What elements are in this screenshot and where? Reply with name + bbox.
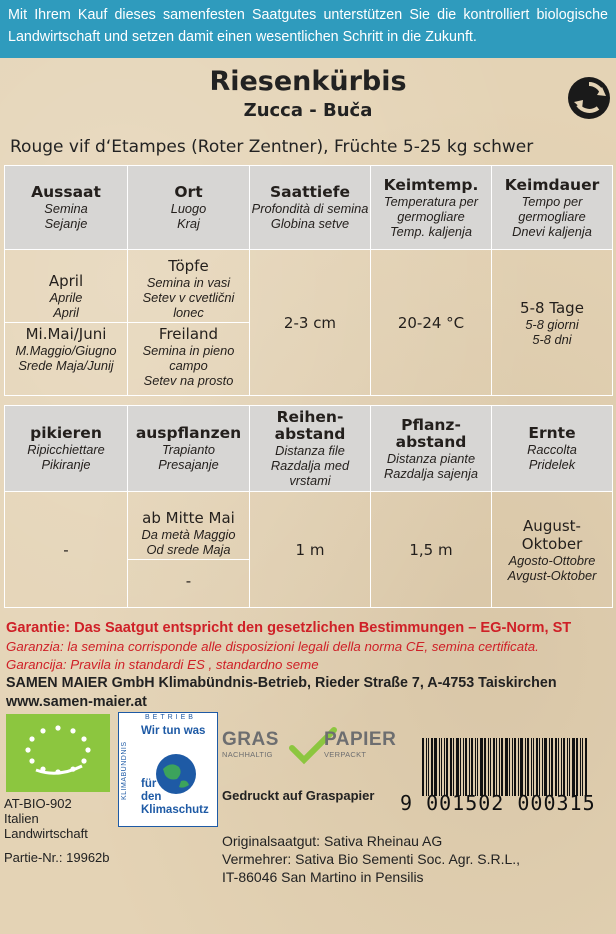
header-keimtemp: Keimtemp. Temperatura per germogliare Temp. kaljenja — [371, 166, 492, 250]
klimabuendnis-logo — [118, 712, 218, 827]
barcode-bar — [563, 738, 565, 796]
certification-block — [4, 796, 88, 841]
barcode-bar — [463, 738, 464, 796]
cell-saattiefe: 2-3 cm — [250, 250, 371, 396]
barcode-bar — [484, 738, 486, 796]
eu-star — [81, 736, 86, 741]
origin-block — [222, 832, 520, 886]
header-ernte: Ernte Raccolta Pridelek — [492, 406, 613, 492]
cell-divider — [128, 559, 249, 560]
planting-table — [4, 405, 613, 608]
barcode-bars — [422, 738, 608, 796]
barcode-bar — [572, 738, 575, 796]
barcode-bar — [539, 738, 540, 796]
header-auspflanzen: auspflanzen Trapianto Presajanje — [128, 406, 250, 492]
barcode-bar — [477, 738, 478, 796]
barcode-bar — [493, 738, 495, 796]
barcode-bar — [469, 738, 470, 796]
barcode-bar — [456, 738, 459, 796]
cell-ernte: August-Oktober Agosto-Ottobre Avgust-Oktober — [492, 492, 613, 608]
cert-type: Landwirtschaft — [4, 826, 88, 841]
lot-number: Partie-Nr.: 19962b — [4, 850, 110, 865]
papier-word: PAPIER — [324, 729, 397, 750]
barcode-bar — [520, 738, 523, 796]
barcode-bar — [558, 738, 559, 796]
printed-on-note: Gedruckt auf Graspapier — [222, 788, 375, 803]
variety-description: Rouge vif d‘Etampes (Roter Zentner), Früchte 5-25 kg schwer — [10, 137, 534, 157]
barcode-bar — [488, 738, 489, 796]
klima-slogan: Wir tun was für den Klimaschutz — [141, 725, 209, 816]
barcode-bar — [441, 738, 442, 796]
product-subtitle: Zucca - Buča — [243, 100, 373, 121]
barcode-bar — [496, 738, 497, 796]
guarantee-block — [6, 618, 612, 674]
barcode-bar — [536, 738, 538, 796]
origin-line-2: Vermehrer: Sativa Bio Sementi Soc. Agr. S.R.L., — [222, 851, 521, 867]
barcode-bar — [555, 738, 557, 796]
barcode-bar — [431, 738, 433, 796]
barcode-bar — [561, 738, 562, 796]
graspapier-logo — [222, 730, 412, 770]
header-pikieren: pikieren Ripicchiettare Pikiranje — [5, 406, 128, 492]
product-title: Riesenkürbis — [209, 66, 407, 97]
cert-country: Italien — [4, 811, 39, 826]
barcode-bar — [582, 738, 583, 796]
cell-keimtemp: 20-24 °C — [371, 250, 492, 396]
title-block — [0, 66, 616, 122]
barcode-bar — [471, 738, 473, 796]
papier-sub: VERPACKT — [324, 750, 367, 759]
barcode-bar — [549, 738, 550, 796]
header-aussaat: Aussaat Semina Sejanje — [5, 166, 128, 250]
eu-organic-logo-icon — [6, 714, 110, 792]
cert-code: AT-BIO-902 — [4, 796, 72, 811]
barcode-bar — [428, 738, 429, 796]
barcode-bar — [450, 738, 452, 796]
eu-star — [81, 758, 86, 763]
guarantee-sl: Garancija: Pravila in standardi ES , standardno seme — [6, 657, 319, 672]
cell-pflanzabstand: 1,5 m — [371, 492, 492, 608]
header-reihenabstand: Reihen-abstand Distanza file Razdalja med vrstami — [250, 406, 371, 492]
barcode-bar — [453, 738, 454, 796]
cell-divider — [5, 322, 127, 323]
eu-star — [85, 747, 90, 752]
barcode-bar — [585, 738, 587, 796]
barcode-bar — [551, 738, 553, 796]
barcode-bar — [475, 738, 476, 796]
eu-star — [70, 728, 75, 733]
barcode-number: 9 001502 000315 — [400, 791, 596, 815]
cell-reihenabstand: 1 m — [250, 492, 371, 608]
eu-star — [29, 736, 34, 741]
barcode-bar — [465, 738, 467, 796]
barcode-bar — [422, 738, 424, 796]
barcode-bar — [514, 738, 516, 796]
cell-keimdauer: 5-8 Tage 5-8 giorni 5-8 dni — [492, 250, 613, 396]
eu-star — [25, 747, 30, 752]
guarantee-it: Garanzia: la semina corrisponde alle disposizioni legali della norma CE, semina certificata. — [6, 639, 539, 654]
barcode-bar — [569, 738, 570, 796]
cell-pikieren: - — [5, 492, 128, 608]
barcode-bar — [505, 738, 508, 796]
barcode-bar — [499, 738, 500, 796]
barcode-bar — [439, 738, 440, 796]
cell-divider — [128, 322, 249, 323]
gras-sub: NACHHALTIG — [222, 750, 273, 759]
barcode-bar — [460, 738, 461, 796]
klima-top-label: BETRIEB — [145, 714, 196, 721]
origin-line-1: Originalsaatgut: Sativa Rheinau AG — [222, 833, 443, 849]
eu-star — [29, 758, 34, 763]
barcode-bar — [576, 738, 578, 796]
barcode-bar — [480, 738, 483, 796]
cell-aussaat: April Aprile April Mi.Mai/Juni M.Maggio/Giugno Srede Maja/Junij — [5, 250, 128, 396]
header-ort: Ort Luogo Kraj — [128, 166, 250, 250]
barcode-bar — [501, 738, 503, 796]
barcode-bar — [518, 738, 519, 796]
barcode-bar — [509, 738, 510, 796]
barcode-bar — [533, 738, 534, 796]
barcode-bar — [434, 738, 437, 796]
barcode-bar — [444, 738, 445, 796]
gras-word: GRAS — [222, 729, 279, 750]
header-keimdauer: Keimdauer Tempo per germogliare Dnevi kaljenja — [492, 166, 613, 250]
company-address: SAMEN MAIER GmbH Klimabündnis-Betrieb, Rieder Straße 7, A-4753 Taiskirchen — [6, 675, 557, 691]
barcode-bar — [580, 738, 581, 796]
header-pflanzabstand: Pflanz-abstand Distanza piante Razdalja sajenja — [371, 406, 492, 492]
barcode-bar — [446, 738, 448, 796]
barcode-bar — [531, 738, 532, 796]
eu-star — [55, 725, 60, 730]
origin-line-3: IT-86046 San Martino in Pensilis — [222, 869, 424, 885]
barcode-bar — [490, 738, 491, 796]
company-block — [6, 674, 616, 712]
company-website[interactable]: www.samen-maier.at — [6, 694, 147, 710]
intro-banner — [0, 0, 616, 58]
cell-auspflanzen: ab Mitte Mai Da metà Maggio Od srede Maja - — [128, 492, 250, 608]
header-saattiefe: Saattiefe Profondità di semina Globina setve — [250, 166, 371, 250]
globe-icon — [153, 751, 199, 797]
barcode-bar — [426, 738, 427, 796]
barcode-bar — [512, 738, 513, 796]
barcode-bar — [544, 738, 547, 796]
barcode-bar — [542, 738, 543, 796]
klima-side-label: KLIMABÜNDNIS — [121, 741, 128, 801]
recycle-icon — [566, 75, 612, 121]
barcode-bar — [567, 738, 568, 796]
sowing-table — [4, 165, 613, 396]
eu-star — [40, 728, 45, 733]
barcode-bar — [527, 738, 529, 796]
barcode — [400, 738, 612, 814]
cell-ort: Töpfe Semina in vasi Setev v cvetlični lonec Freiland Semina in pieno campo Setev na prosto — [128, 250, 250, 396]
barcode-bar — [525, 738, 526, 796]
intro-text: Mit Ihrem Kauf dieses samenfesten Saatgutes unterstützen Sie die kontrolliert biologische Landwirtschaft und setzen damit einen wesentlichen Schritt in die Zukunft. — [8, 7, 608, 45]
guarantee-de: Garantie: Das Saatgut entspricht den gesetzlichen Bestimmungen – EG-Norm, ST — [6, 620, 572, 636]
